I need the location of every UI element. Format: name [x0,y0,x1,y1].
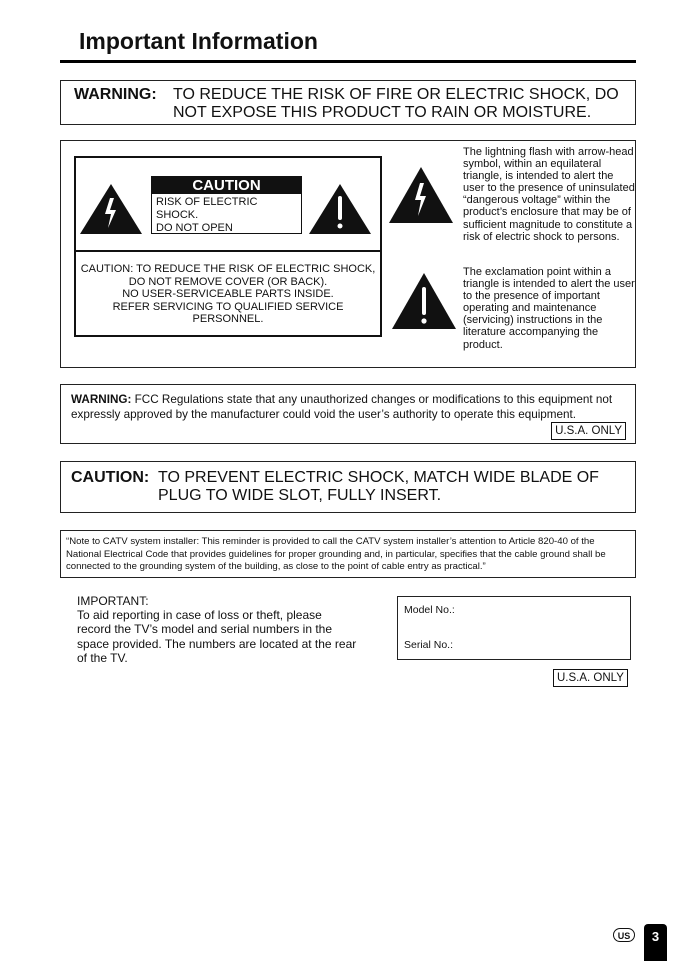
serial-number-label: Serial No.: [404,639,454,651]
important-text: To aid reporting in case of loss or theft, please record the TV’s model and serial numbers in the space provided. The numbers are located at the rear of the TV. [77,608,357,665]
caution-plug-label: CAUTION: [71,469,150,486]
caution-body-line: NO USER-SERVICEABLE PARTS INSIDE. [122,288,334,300]
warning-text: TO REDUCE THE RISK OF FIRE OR ELECTRIC SHOCK, DO NOT EXPOSE THIS PRODUCT TO RAIN OR MOISTURE. [173,86,619,121]
fcc-warning-label: WARNING: [71,393,132,406]
caution-body-line: PERSONNEL. [192,313,264,325]
warning-label: WARNING: [74,86,157,103]
catv-note-box [60,530,636,578]
caution-plug-box [60,461,636,513]
caution-label-line1: RISK OF ELECTRIC SHOCK. [156,196,258,221]
caution-body-line: CAUTION: TO REDUCE THE RISK OF ELECTRIC SHOCK, [80,263,376,275]
caution-label-line2: DO NOT OPEN [156,222,233,234]
model-number-label: Model No.: [404,604,455,616]
us-region-icon: US [613,928,635,942]
exclamation-triangle-icon [392,273,456,329]
caution-body-line: REFER SERVICING TO QUALIFIED SERVICE [112,300,344,313]
catv-note-text: “Note to CATV system installer: This reminder is provided to call the CATV system installer’s attention to Article 820-40 of the National Electrical Code that provides guidelines for proper grounding and, in particular, specifies that the cable ground shall be connected to the grounding system of the building, as close to the point of cable entry as practical.” [66,536,606,573]
exclamation-description: The exclamation point within a triangle is intended to alert the user to the presence of important operating and maintenance (servicing) instructions in the literature accompanying the product. [463,266,635,351]
page-title: Important Information [79,28,318,54]
caution-panel-body [76,252,380,335]
title-rule [60,60,636,63]
warning-fire-box [60,80,636,125]
serial-record-box [397,596,631,660]
caution-panel [74,156,382,337]
caution-plug-text: TO PREVENT ELECTRIC SHOCK, MATCH WIDE BLADE OF PLUG TO WIDE SLOT, FULLY INSERT. [158,469,599,504]
caution-body-line: DO NOT REMOVE COVER (OR BACK). [128,275,328,288]
page-number: 3 [644,924,667,961]
lightning-description: The lightning flash with arrow-head symbol, within an equilateral triangle, is intended to alert the user to the presence of uninsulated “dangerous voltage” within the product’s enclosure that may be of sufficient magnitude to constitute a risk of electric shock to persons. [463,146,635,243]
lightning-triangle-icon [80,184,142,234]
exclamation-triangle-icon [309,184,371,234]
fcc-warning-box [60,384,636,444]
fcc-warning-text: FCC Regulations state that any unauthorized changes or modifications to this equipment not expressly approved by the manufacturer could void the user’s authority to operate this equipment. [71,393,613,421]
important-section [77,594,357,665]
caution-header: CAUTION [152,177,301,194]
region-badge: U.S.A. ONLY [553,669,628,687]
caution-label [151,176,302,234]
important-heading: IMPORTANT: [77,594,149,608]
lightning-triangle-icon [389,167,453,223]
region-badge: U.S.A. ONLY [551,422,626,440]
